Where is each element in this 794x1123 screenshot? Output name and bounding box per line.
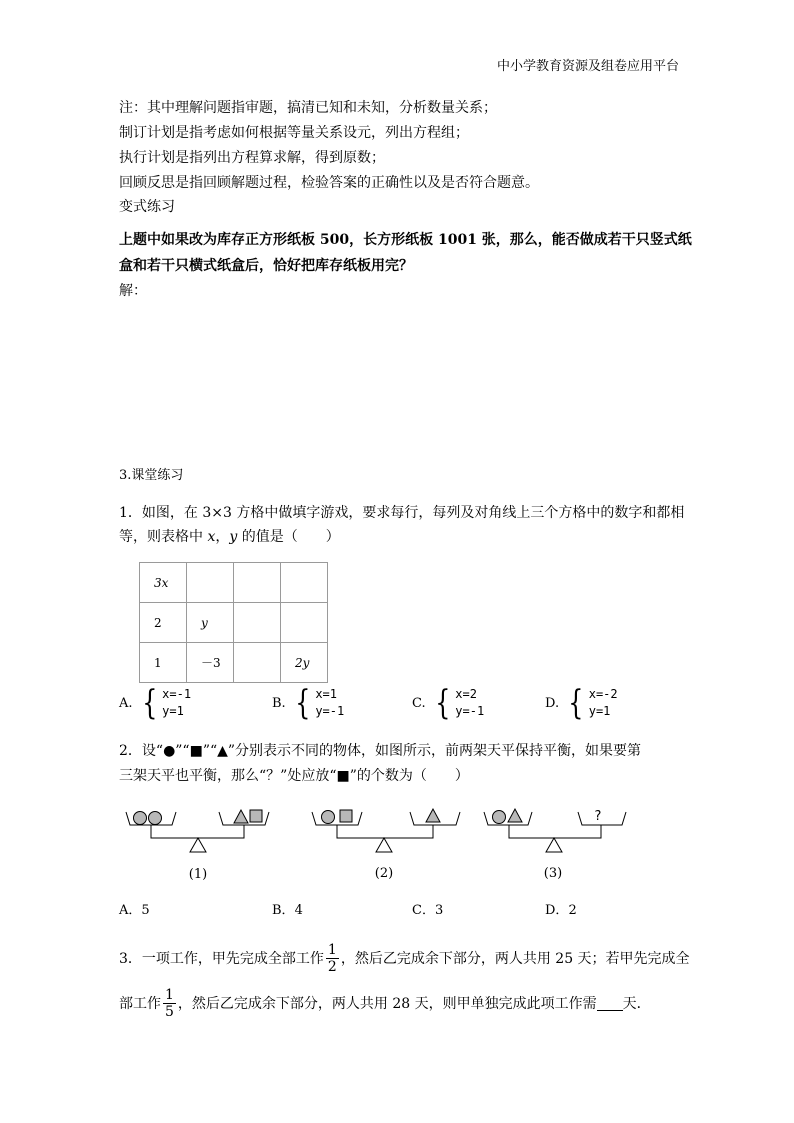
option-label: C.: [412, 695, 426, 711]
grid-cell: 2: [140, 603, 187, 643]
equation: y=1: [162, 704, 184, 718]
q1-line-2-post: 的值是（ ）: [237, 529, 340, 545]
q2-option-a[interactable]: [119, 902, 150, 920]
triangle-icon: [426, 809, 440, 822]
square-icon: [250, 810, 262, 822]
fraction-denominator: 5: [165, 1004, 174, 1020]
q2-option-c[interactable]: [412, 902, 443, 920]
equation: y=-1: [455, 704, 485, 718]
circle-icon: [134, 812, 147, 825]
fraction-one-fifth: [163, 987, 176, 1020]
option-label: C．: [412, 903, 435, 918]
equation: x=2: [455, 687, 477, 701]
q1-option-a[interactable]: [119, 683, 192, 723]
equation: x=-1: [162, 687, 192, 701]
grid-cell: [281, 563, 328, 603]
circle-icon: [149, 812, 162, 825]
question-mark-label: ?: [594, 809, 602, 824]
q3-line-1: [119, 942, 690, 975]
equation: x=1: [315, 687, 338, 701]
note-line-2: 制订计划是指考虑如何根据等量关系设元，列出方程组；: [119, 125, 469, 141]
option-label: B．: [272, 903, 295, 918]
grid-cell: [234, 563, 281, 603]
q1-var-x: x: [207, 529, 216, 545]
q1-var-y: y: [229, 529, 238, 545]
equation: y=1: [588, 704, 611, 718]
grid-cell: 2y: [281, 643, 328, 683]
balance-scales-figure: [120, 800, 640, 885]
brace-icon: {: [294, 683, 311, 723]
balance-scale-3: [484, 809, 626, 852]
q1-line-2: [119, 527, 340, 547]
q3-line-1-post: ，然后乙完成余下部分，两人共用 25 天；若甲先完成全: [340, 950, 690, 967]
q2-option-b[interactable]: [272, 902, 303, 920]
scale-caption-2: (2): [374, 866, 394, 881]
brace-icon: {: [141, 683, 157, 723]
q3-line-2-post: 天．: [622, 995, 651, 1012]
variant-question-line-1: 上题中如果改为库存正方形纸板 500，长方形纸板 1001 张，那么，能否做成若干只竖式纸: [119, 232, 692, 248]
scale-caption-3: (3): [543, 866, 563, 881]
equation-system: [315, 686, 344, 720]
equation-system: [455, 686, 484, 720]
fraction-one-half: [326, 942, 339, 975]
circle-icon: [493, 811, 506, 824]
q1-line-2-pre: 等，则表格中: [119, 529, 208, 545]
q3-line-2-pre: 部工作: [119, 995, 161, 1012]
option-value: 3: [434, 903, 444, 918]
option-label: B.: [272, 695, 286, 711]
scale-caption-1: (1): [188, 867, 208, 882]
section-title: 3.课堂练习: [119, 468, 184, 483]
q3-line-1-pre: 3．一项工作，甲先完成全部工作: [119, 950, 324, 967]
note-line-3: 执行计划是指列出方程算求解，得到原数；: [119, 150, 385, 166]
page-header: 中小学教育资源及组卷应用平台: [497, 59, 680, 74]
q3-line-2: [119, 987, 651, 1020]
grid-cell: [281, 603, 328, 643]
grid-row: [140, 563, 328, 603]
balance-beam: [509, 825, 601, 838]
q1-line-1: 1．如图，在 3×3 方格中做填字游戏，要求每行，每列及对角线上三个方格中的数字和都相: [119, 505, 685, 521]
balance-scale-1: [126, 810, 269, 852]
grid-row: [140, 643, 328, 683]
q2-line-2: 三架天平也平衡，那么“？”处应放“■”的个数为（ ）: [119, 768, 469, 784]
equation-system: [589, 686, 618, 720]
square-icon: [340, 810, 352, 822]
right-pan: [578, 812, 626, 825]
fulcrum-triangle-icon: [546, 838, 562, 852]
grid-cell: －3: [187, 643, 234, 683]
triangle-icon: [234, 810, 248, 823]
brace-icon: {: [568, 683, 584, 723]
option-value: 4: [294, 903, 303, 918]
note-line-1: 注：其中理解问题指审题，搞清已知和未知，分析数量关系；: [119, 100, 497, 116]
note-line-4: 回顾反思是指回顾解题过程，检验答案的正确性以及是否符合题意。: [119, 175, 539, 191]
solution-label: 解：: [119, 283, 147, 299]
equation-system: [162, 686, 191, 720]
fulcrum-triangle-icon: [190, 838, 206, 852]
left-pan: [484, 812, 532, 825]
q1-grid: [139, 562, 328, 683]
answer-blank[interactable]: [597, 996, 623, 1011]
q2-line-1: 2．设“●”“■”“▲”分别表示不同的物体，如图所示，前两架天平保持平衡，如果要第: [119, 743, 642, 759]
left-pan: [312, 812, 362, 825]
brace-icon: {: [434, 683, 451, 723]
option-label: D．: [545, 903, 569, 918]
balance-beam: [337, 825, 433, 838]
option-value: 2: [568, 903, 577, 918]
q1-option-d[interactable]: [545, 683, 618, 723]
circle-icon: [322, 811, 335, 824]
option-label: D.: [545, 695, 560, 711]
option-label: A．: [119, 903, 142, 918]
fulcrum-triangle-icon: [376, 838, 392, 852]
option-label: A.: [119, 695, 133, 711]
grid-cell: [187, 563, 234, 603]
q2-option-d[interactable]: [545, 902, 577, 920]
q1-option-b[interactable]: [272, 683, 345, 723]
variant-title: 变式练习: [119, 199, 175, 215]
grid-cell: y: [187, 603, 234, 643]
triangle-icon: [508, 809, 522, 822]
grid-cell: 3x: [140, 563, 187, 603]
grid-row: [140, 603, 328, 643]
fraction-numerator: 1: [165, 987, 174, 1003]
balance-scale-2: [312, 809, 460, 852]
equation: x=-2: [588, 687, 618, 701]
grid-cell: [234, 603, 281, 643]
grid-cell: [234, 643, 281, 683]
q1-option-c[interactable]: [412, 683, 485, 723]
equation: y=-1: [315, 704, 345, 718]
q1-sep: ，: [215, 529, 230, 545]
option-value: 5: [141, 903, 150, 918]
balance-beam: [151, 825, 244, 838]
variant-question-line-2: 盒和若干只横式纸盒后，恰好把库存纸板用完？: [119, 258, 413, 274]
fraction-denominator: 2: [327, 959, 337, 975]
q3-line-2-mid: ，然后乙完成余下部分，两人共用 28 天，则甲单独完成此项工作需: [177, 995, 597, 1012]
grid-cell: 1: [140, 643, 187, 683]
fraction-numerator: 1: [327, 942, 337, 958]
